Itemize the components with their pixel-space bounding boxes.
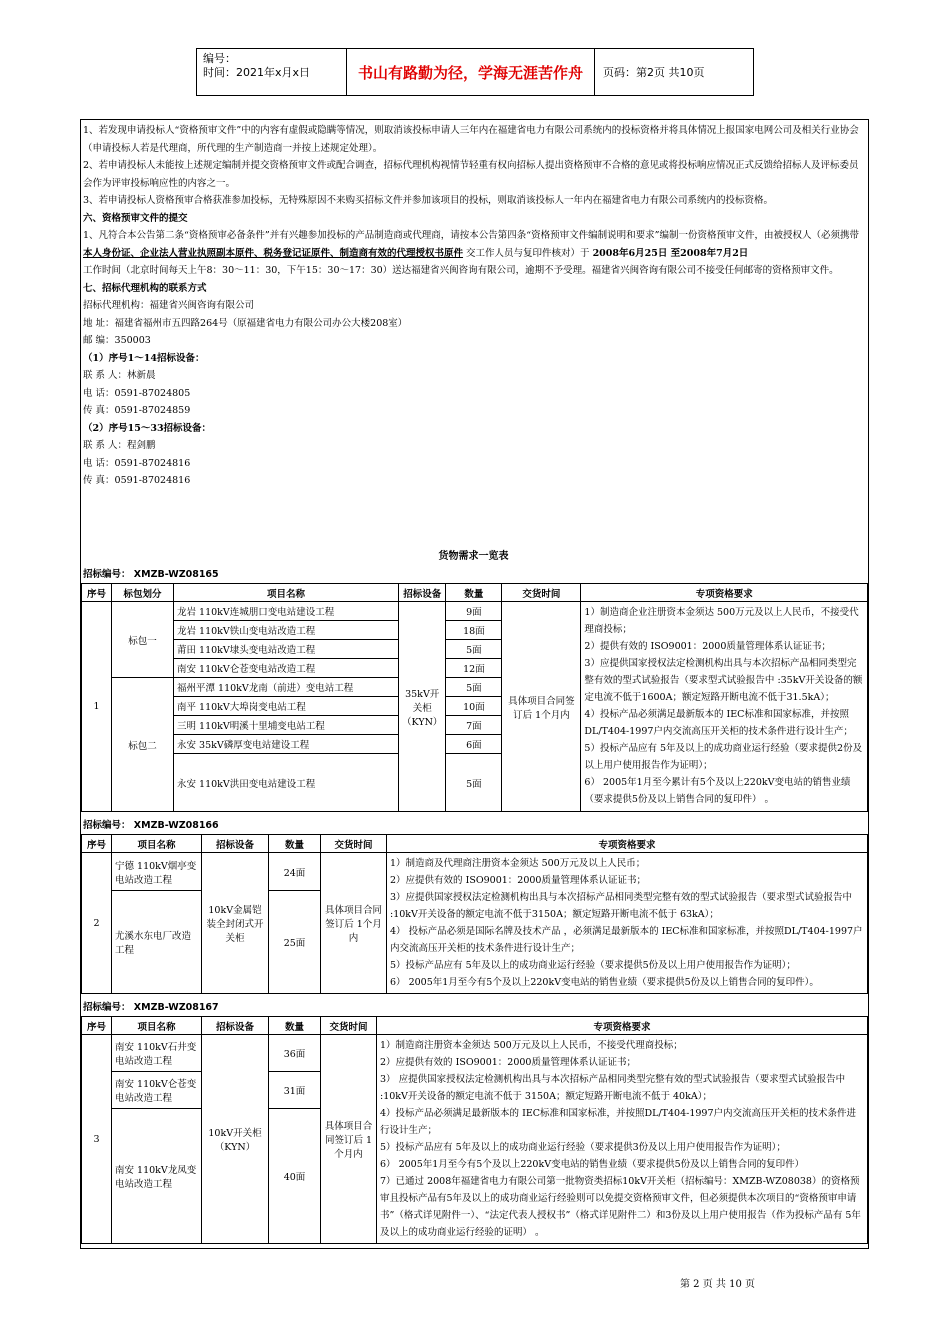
requirement-item: 5）投标产品应有 5年及以上的成功商业运行经验（要求提供2份及以上用户使用报告作为证明）； bbox=[584, 743, 863, 771]
heading-submission: 六、资格预审文件的提交 bbox=[83, 212, 188, 224]
th-project: 项目名称 bbox=[112, 1017, 202, 1035]
group-1-title: （1）序号1～14招标设备： bbox=[83, 352, 205, 364]
document-body bbox=[80, 119, 869, 1249]
th-delivery: 交货时间 bbox=[321, 1017, 377, 1035]
goods-list-title: 货物需求一览表 bbox=[438, 551, 509, 562]
table-row bbox=[82, 1035, 868, 1072]
table-header-row bbox=[82, 1017, 868, 1035]
requirements-cell bbox=[387, 853, 868, 994]
page-header bbox=[196, 48, 754, 96]
th-equipment: 招标设备 bbox=[202, 835, 269, 853]
th-delivery: 交货时间 bbox=[321, 835, 387, 853]
requirement-item: 1）制造商企业注册资本金须达 500万元及以上人民币，不接受代理商投标； bbox=[584, 607, 859, 635]
requirement-item: 4）投标产品必须满足最新版本的 IEC标准和国家标准，并按照DL/T404-1997户内交流高压开关柜的技术条件进行设计生产； bbox=[380, 1108, 857, 1136]
table-row bbox=[82, 853, 868, 891]
th-equipment: 招标设备 bbox=[399, 584, 446, 602]
th-qty: 数量 bbox=[446, 584, 502, 602]
qty-cell: 36面 bbox=[269, 1035, 321, 1072]
notes-section bbox=[83, 122, 866, 490]
requirement-item: 5）投标产品应有 5年及以上的成功商业运行经验（要求提供5份及以上用户使用报告作为证明）； bbox=[390, 960, 796, 971]
project-name: 南平 110kV大埠岗变电站工程 bbox=[174, 697, 399, 716]
submission-hours: 工作时间（北京时间每天上午8：30～11：30，下午15：30～17：30）送达福建省兴闽咨询有限公司，逾期不予受理。福建省兴闽咨询有限公司不接受任何邮寄的资格预审文件。 bbox=[83, 265, 839, 276]
qty-cell: 12面 bbox=[446, 659, 502, 678]
qty-cell: 5面 bbox=[446, 754, 502, 812]
project-name: 南安 110kV仑苍变电站改造工程 bbox=[112, 1072, 202, 1109]
note-2: 2、若申请投标人未能按上述规定编制并提交资格预审文件或配合调查，招标代理机构视情节轻重有权向招标人提出资格预审不合格的意见或将投标响应情况正式反馈给招标人及评标委员会作为评审投标响应性的内容之一。 bbox=[83, 160, 859, 189]
goods-table-1 bbox=[81, 583, 868, 812]
th-seq: 序号 bbox=[82, 835, 112, 853]
group-2-title: （2）序号15～33招标设备： bbox=[83, 422, 212, 434]
th-project: 项目名称 bbox=[112, 835, 202, 853]
requirement-item: 3）应提供国家授权法定检测机构出具与本次招标产品相同类型完整有效的型式试验报告（要求型式试验报告中 :35kV开关设备的额定电流不低于1600A；额定短路开断电流不低于31.5kA）； bbox=[584, 658, 863, 703]
requirement-item: 2）应提供有效的 ISO9001：2000质量管理体系认证证书； bbox=[380, 1057, 636, 1068]
qty-cell: 5面 bbox=[446, 678, 502, 697]
requirement-item: 2）应提供有效的 ISO9001：2000质量管理体系认证证书； bbox=[390, 875, 646, 886]
project-name: 福州平潭 110kV龙南（前进）变电站工程 bbox=[174, 678, 399, 697]
postcode: 邮 编：350003 bbox=[83, 335, 151, 346]
project-name: 南安 110kV石井变电站改造工程 bbox=[112, 1035, 202, 1072]
group-1-contact: 联 系 人：林新晨 bbox=[83, 370, 156, 381]
qty-cell: 5面 bbox=[446, 640, 502, 659]
project-name: 宁德 110kV烟亭变电站改造工程 bbox=[112, 853, 202, 891]
address: 地 址：福建省福州市五四路264号（原福建省电力有限公司办公大楼208室） bbox=[83, 317, 408, 329]
requirements-cell bbox=[377, 1035, 868, 1244]
equipment-cell: 10kV金属铠装全封闭式开关柜 bbox=[202, 853, 269, 994]
requirements-cell bbox=[581, 602, 868, 812]
th-requirements: 专项资格要求 bbox=[387, 835, 868, 853]
seq-cell: 3 bbox=[82, 1035, 112, 1244]
th-seq: 序号 bbox=[82, 1017, 112, 1035]
qty-cell: 10面 bbox=[446, 697, 502, 716]
th-equipment: 招标设备 bbox=[202, 1017, 269, 1035]
seq-cell: 2 bbox=[82, 853, 112, 994]
table-row bbox=[82, 602, 868, 621]
group-2-phone: 电 话：0591-87024816 bbox=[83, 457, 191, 469]
submission-docs: 本人身份证、企业法人营业执照副本原件、税务登记证原件、制造商有效的代理授权书原件 bbox=[83, 247, 464, 259]
th-requirements: 专项资格要求 bbox=[377, 1017, 868, 1035]
goods-table-3 bbox=[81, 1016, 868, 1244]
requirement-item: 1）制造商注册资本金须达 500万元及以上人民币，不接受代理商投标； bbox=[380, 1040, 683, 1051]
project-name: 龙岩 110kV铁山变电站改造工程 bbox=[174, 621, 399, 640]
qty-cell: 24面 bbox=[269, 853, 321, 891]
th-project: 项目名称 bbox=[174, 584, 399, 602]
project-name: 南安 110kV仑苍变电站改造工程 bbox=[174, 659, 399, 678]
project-name: 三明 110kV明溪十里埔变电站工程 bbox=[174, 716, 399, 735]
qty-cell: 25面 bbox=[269, 891, 321, 994]
agency: 招标代理机构：福建省兴闽咨询有限公司 bbox=[83, 300, 255, 311]
group-1-fax: 传 真：0591-87024859 bbox=[83, 405, 191, 416]
th-requirements: 专项资格要求 bbox=[581, 584, 868, 602]
table-header-row bbox=[82, 584, 868, 602]
heading-contact: 七、招标代理机构的联系方式 bbox=[83, 282, 207, 294]
qty-cell: 40面 bbox=[269, 1109, 321, 1244]
th-qty: 数量 bbox=[269, 835, 321, 853]
requirement-item: 5）投标产品应有 5年及以上的成功商业运行经验（要求提供3份及以上用户使用报告作为证明）； bbox=[380, 1142, 786, 1153]
note-1: 1、若发现申请投标人“资格预审文件”中的内容有虚假或隐瞒等情况，则取消该投标申请人三年内在福建省电力有限公司系统内的投标资格并将具体情况上报国家电网公司及相关行业协会（申请投标人若是代理商，所代理的生产制造商一并按上述规定处理）。 bbox=[83, 125, 859, 154]
header-motto: 书山有路勤为径，学海无涯苦作舟 bbox=[347, 49, 595, 95]
bid-number-3: 招标编号： XMZB-WZ08167 bbox=[83, 1002, 219, 1013]
project-name: 莆田 110kV埭头变电站改造工程 bbox=[174, 640, 399, 659]
submission-paragraph bbox=[83, 227, 866, 262]
delivery-cell: 具体项目合同签订后 1个月内 bbox=[502, 602, 581, 812]
requirement-item: 4）投标产品必须满足最新版本的 IEC标准和国家标准，并按照DL/T404-1997户内交流高压开关柜的技术条件进行设计生产； bbox=[584, 709, 853, 737]
group-1-phone: 电 话：0591-87024805 bbox=[83, 387, 191, 399]
requirement-item: 6） 2005年1月至今有5个及以上220kV变电站的销售业绩（要求提供5份及以上销售合同的复印件） bbox=[380, 1159, 805, 1170]
delivery-cell: 具体项目合同签订后 1个月内 bbox=[321, 853, 387, 994]
qty-cell: 7面 bbox=[446, 716, 502, 735]
requirement-item: 2）提供有效的 ISO9001：2000质量管理体系认证证书； bbox=[584, 641, 831, 652]
bid-number-2: 招标编号： XMZB-WZ08166 bbox=[83, 820, 219, 831]
th-qty: 数量 bbox=[269, 1017, 321, 1035]
th-seq: 序号 bbox=[82, 584, 112, 602]
submission-dates: 2008年6月25日 至2008年7月2日 bbox=[592, 247, 749, 259]
goods-table-2 bbox=[81, 834, 868, 994]
th-delivery: 交货时间 bbox=[502, 584, 581, 602]
group-2-fax: 传 真：0591-87024816 bbox=[83, 475, 191, 486]
delivery-cell: 具体项目合同签订后 1个月内 bbox=[321, 1035, 377, 1244]
requirement-item: 3） 应提供国家授权法定检测机构出具与本次招标产品相同类型完整有效的型式试验报告（要求型式试验报告中 :10kV开关设备的额定电流不低于 3150A；额定短路开断电流不低于 40kA）； bbox=[380, 1074, 846, 1102]
project-name: 南安 110kV龙凤变电站改造工程 bbox=[112, 1109, 202, 1244]
header-page-label: 页码：第2页 共10页 bbox=[603, 66, 705, 79]
bid-number-1: 招标编号： XMZB-WZ08165 bbox=[83, 569, 219, 580]
requirement-item: 4） 投标产品必须是国际名牌及技术产品 ，必须满足最新版本的 IEC标准和国家标准，并按照DL/T404-1997户内交流高压开关柜的技术条件进行设计生产； bbox=[390, 926, 863, 954]
qty-cell: 9面 bbox=[446, 602, 502, 621]
submission-text-b: 交工作人员与复印件核对）于 bbox=[463, 247, 593, 259]
package-2: 标包二 bbox=[112, 678, 174, 812]
group-2-contact: 联 系 人：程剑鹏 bbox=[83, 440, 156, 451]
qty-cell: 6面 bbox=[446, 735, 502, 754]
qty-cell: 18面 bbox=[446, 621, 502, 640]
th-package: 标包划分 bbox=[112, 584, 174, 602]
number-label: 编号： bbox=[203, 52, 236, 65]
equipment-cell: 35kV开关柜（KYN） bbox=[399, 602, 446, 812]
equipment-cell: 10kV开关柜（KYN） bbox=[202, 1035, 269, 1244]
qty-cell: 31面 bbox=[269, 1072, 321, 1109]
seq-cell: 1 bbox=[82, 602, 112, 812]
requirement-item: 1）制造商及代理商注册资本金须达 500万元及以上人民币； bbox=[390, 858, 646, 869]
requirement-item: 6） 2005年1月至今累计有5个及以上220kV变电站的销售业绩（要求提供5份及以上销售合同的复印件） 。 bbox=[584, 777, 851, 805]
project-name: 永安 35kV磷厚变电站建设工程 bbox=[174, 735, 399, 754]
project-name: 龙岩 110kV连城朋口变电站建设工程 bbox=[174, 602, 399, 621]
project-name: 尤溪水东电厂改造工程 bbox=[112, 891, 202, 994]
submission-text-a: 1、凡符合本公告第二条“资格预审必备条件”并有兴趣参加投标的产品制造商或代理商，请按本公告第四条“资格预审文件编制说明和要求”编制一份资格预审文件，由被授权人（必须携带 bbox=[83, 230, 859, 241]
page-footer: 第 2 页 共 10 页 bbox=[680, 1279, 755, 1290]
requirement-item: 7）已通过 2008年福建省电力有限公司第一批物资类招标10kV开关柜（招标编号：XMZB-WZ08038）的资格预审且投标产品有5年及以上的成功商业运行经验则可以免提交资格预审文件，但必须提供本次项目的“资格预审申请书”（格式详见附件一）、“法定代表人授权书”（格式详见附件二）和3份及以上用户使用报告（作为投标产品有 5年及以上的成功商业运行经验的证明） 。 bbox=[380, 1176, 861, 1238]
requirement-item: 6） 2005年1月至今有5个及以上220kV变电站的销售业绩（要求提供5份及以上销售合同的复印件）。 bbox=[390, 977, 819, 988]
note-3: 3、若申请投标人资格预审合格获准参加投标，无特殊原因不来购买招标文件并参加该项目的投标，则取消该投标人一年内在福建省电力有限公司系统内的投标资格。 bbox=[83, 195, 774, 206]
package-1: 标包一 bbox=[112, 602, 174, 678]
table-header-row bbox=[82, 835, 868, 853]
requirement-item: 3）应提供国家授权法定检测机构出具与本次招标产品相同类型完整有效的型式试验报告（要求型式试验报告中 :10kV开关设备的额定电流不低于3150A；额定短路开断电流不低于 63kA）； bbox=[390, 892, 853, 920]
time-label: 时间：2021年x月x日 bbox=[203, 66, 311, 79]
header-meta bbox=[197, 49, 347, 95]
project-name: 永安 110kV洪田变电站建设工程 bbox=[174, 754, 399, 812]
